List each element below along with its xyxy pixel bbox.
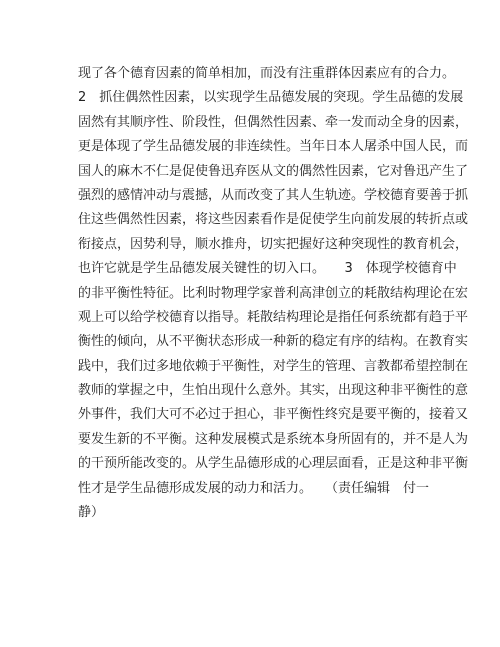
- text-line: 2 抓住偶然性因素，以实现学生品德发展的突现。学生品德的发展: [78, 90, 464, 106]
- text-line: 住这些偶然性因素，将这些因素看作是促使学生向前发展的转折点或: [78, 212, 469, 228]
- text-line: 要发生新的不平衡。这种发展模式是系统本身所固有的，并不是人为: [78, 431, 469, 447]
- text-line: 静）: [78, 505, 105, 521]
- text-line: 更是体现了学生品德发展的非连续性。当年日本人屠杀中国人民，而: [78, 139, 469, 155]
- text-line: 外事件，我们大可不必过于担心，非平衡性终究是要平衡的，接着又: [78, 407, 469, 423]
- text-line: 现了各个德育因素的简单相加，而没有注重群体因素应有的合力。: [78, 66, 456, 81]
- text-line: 性才是学生品德形成发展的动力和活力。 （责任编辑 付一: [78, 480, 430, 496]
- text-line: 衔接点，因势利导，顺水推舟，切实把握好这种突现性的教育机会，: [78, 236, 469, 252]
- text-line: 衡性的倾向，从不平衡状态形成一种新的稳定有序的结构。在教育实: [78, 334, 469, 350]
- text-line: 的非平衡性特征。比利时物理学家普利高津创立的耗散结构理论在宏: [78, 285, 469, 301]
- text-line: 也许它就是学生品德发展关键性的切入口。 3 体现学校德育中: [78, 261, 457, 277]
- body-text: [78, 62, 469, 525]
- text-line: 的干预所能改变的。从学生品德形成的心理层面看，正是这种非平衡: [78, 456, 469, 472]
- text-line: 固然有其顺序性、阶段性，但偶然性因素、牵一发而动全身的因素，: [78, 114, 469, 130]
- text-line: 国人的麻木不仁是促使鲁迅弃医从文的偶然性因素，它对鲁迅产生了: [78, 163, 469, 179]
- text-line: 强烈的感情冲动与震撼，从而改变了其人生轨迹。学校德育要善于抓: [78, 187, 469, 203]
- text-line: 践中，我们过多地依赖于平衡性，对学生的管理、言教都希望控制在: [78, 358, 469, 374]
- text-line: 观上可以给学校德育以指导。耗散结构理论是指任何系统都有趋于平: [78, 309, 469, 325]
- text-line: 教师的掌握之中，生怕出现什么意外。其实，出现这种非平衡性的意: [78, 383, 469, 399]
